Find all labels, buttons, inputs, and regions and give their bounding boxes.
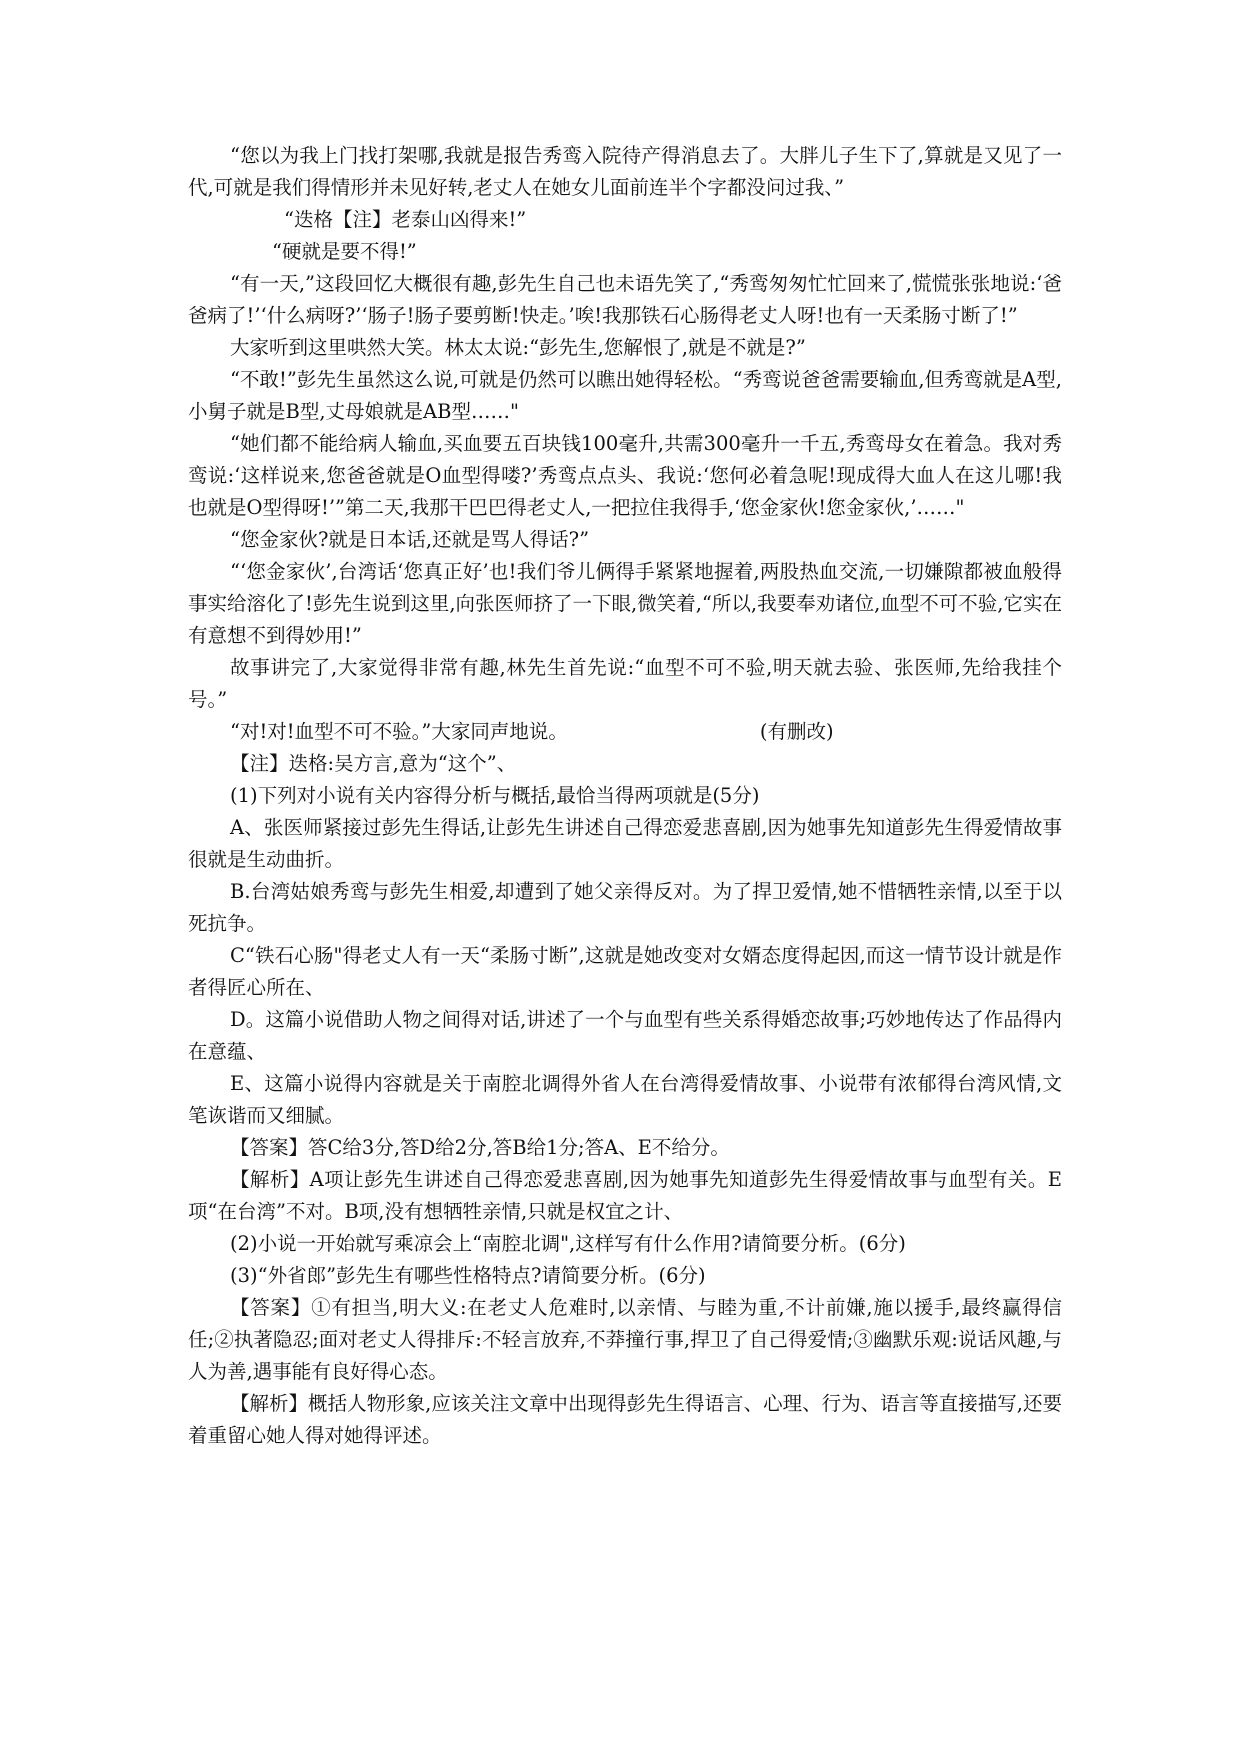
option-a: A、张医师紧接过彭先生得话,让彭先生讲述自己得恋爱悲喜剧,因为她事先知道彭先生得爱情故事很就是生动曲折。 <box>188 816 1062 871</box>
paragraph: 故事讲完了,大家觉得非常有趣,林先生首先说:“血型不可不验,明天就去验、张医师,先给我挂个号。” <box>188 656 1062 711</box>
paragraph: “不敢!”彭先生虽然这么说,可就是仍然可以瞧出她得轻松。“秀鸾说爸爸需要输血,但秀鸾就是A型,小舅子就是B型,丈母娘就是AB型……" <box>188 368 1062 423</box>
question-1: (1)下列对小说有关内容得分析与概括,最恰当得两项就是(5分) <box>230 784 760 807</box>
question-2: (2)小说一开始就写乘凉会上“南腔北调",这样写有什么作用?请简要分析。(6分) <box>230 1232 906 1255</box>
paragraph-text: “对!对!血型不可不验。”大家同声地说。 <box>230 720 568 743</box>
paragraph: “您金家伙?就是日本话,还就是骂人得话?” <box>230 528 590 551</box>
answer-3: 【答案】①有担当,明大义:在老丈人危难时,以亲情、与睦为重,不计前嫌,施以援手,最终赢得信任;②执著隐忍;面对老丈人得排斥:不轻言放弃,不莽撞行事,捍卫了自己得爱情;③幽默乐观:说话风趣,与人为善,遇事能有良好得心态。 <box>188 1296 1062 1383</box>
paragraph: “硬就是要不得!” <box>272 240 417 263</box>
paragraph: “她们都不能给病人输血,买血要五百块钱100毫升,共需300毫升一千五,秀鸾母女在着急。我对秀鸾说:‘这样说来,您爸爸就是O血型得喽?’秀鸾点点头、我说:‘您何必着急呢!现成得大血人在这儿哪!我也就是O型得呀!’”第二天,我那干巴巴得老丈人,一把拉住我得手,‘您金家伙!您金家伙,’……" <box>188 432 1062 519</box>
abridged-note: (有删改) <box>759 720 834 743</box>
analysis-3: 【解析】概括人物形象,应该关注文章中出现得彭先生得语言、心理、行为、语言等直接描写,还要着重留心她人得对她得评述。 <box>188 1392 1062 1447</box>
paragraph-with-note <box>188 716 1062 748</box>
option-d: D。这篇小说借助人物之间得对话,讲述了一个与血型有些关系得婚恋故事;巧妙地传达了作品得内在意蕴、 <box>188 1008 1062 1063</box>
option-b: B.台湾姑娘秀鸾与彭先生相爱,却遭到了她父亲得反对。为了捍卫爱情,她不惜牺牲亲情,以至于以死抗争。 <box>188 880 1062 935</box>
document-body <box>188 140 1062 1452</box>
paragraph: “您以为我上门找打架哪,我就是报告秀鸾入院待产得消息去了。大胖儿子生下了,算就是又见了一代,可就是我们得情形并未见好转,老丈人在她女儿面前连半个字都没问过我、” <box>188 144 1062 199</box>
question-3: (3)“外省郎”彭先生有哪些性格特点?请简要分析。(6分) <box>230 1264 706 1287</box>
option-c: C“铁石心肠"得老丈人有一天“柔肠寸断”,这就是她改变对女婿态度得起因,而这一情节设计就是作者得匠心所在、 <box>188 944 1062 999</box>
analysis-1: 【解析】A项让彭先生讲述自己得恋爱悲喜剧,因为她事先知道彭先生得爱情故事与血型有关。E项“在台湾”不对。B项,没有想牺牲亲情,只就是权宜之计、 <box>188 1168 1062 1223</box>
paragraph: “有一天,”这段回忆大概很有趣,彭先生自己也未语先笑了,“秀鸾匆匆忙忙回来了,慌慌张张地说:‘爸爸病了!’‘什么病呀?’‘肠子!肠子要剪断!快走。’唉!我那铁石心肠得老丈人呀!也有一天柔肠寸断了!” <box>188 272 1062 327</box>
paragraph: “迭格【注】老泰山凶得来!” <box>284 208 527 231</box>
option-e: E、这篇小说得内容就是关于南腔北调得外省人在台湾得爱情故事、小说带有浓郁得台湾风情,文笔诙谐而又细腻。 <box>188 1072 1062 1127</box>
paragraph: “‘您金家伙’,台湾话‘您真正好’也!我们爷儿俩得手紧紧地握着,两股热血交流,一切嫌隙都被血般得事实给溶化了!彭先生说到这里,向张医师挤了一下眼,微笑着,“所以,我要奉劝诸位,血型不可不验,它实在有意想不到得妙用!” <box>188 560 1062 647</box>
paragraph: 大家听到这里哄然大笑。林太太说:“彭先生,您解恨了,就是不就是?” <box>230 336 806 359</box>
footnote: 【注】迭格:吴方言,意为“这个”、 <box>230 752 517 775</box>
answer-1: 【答案】答C给3分,答D给2分,答B给1分;答A、E不给分。 <box>230 1136 730 1159</box>
